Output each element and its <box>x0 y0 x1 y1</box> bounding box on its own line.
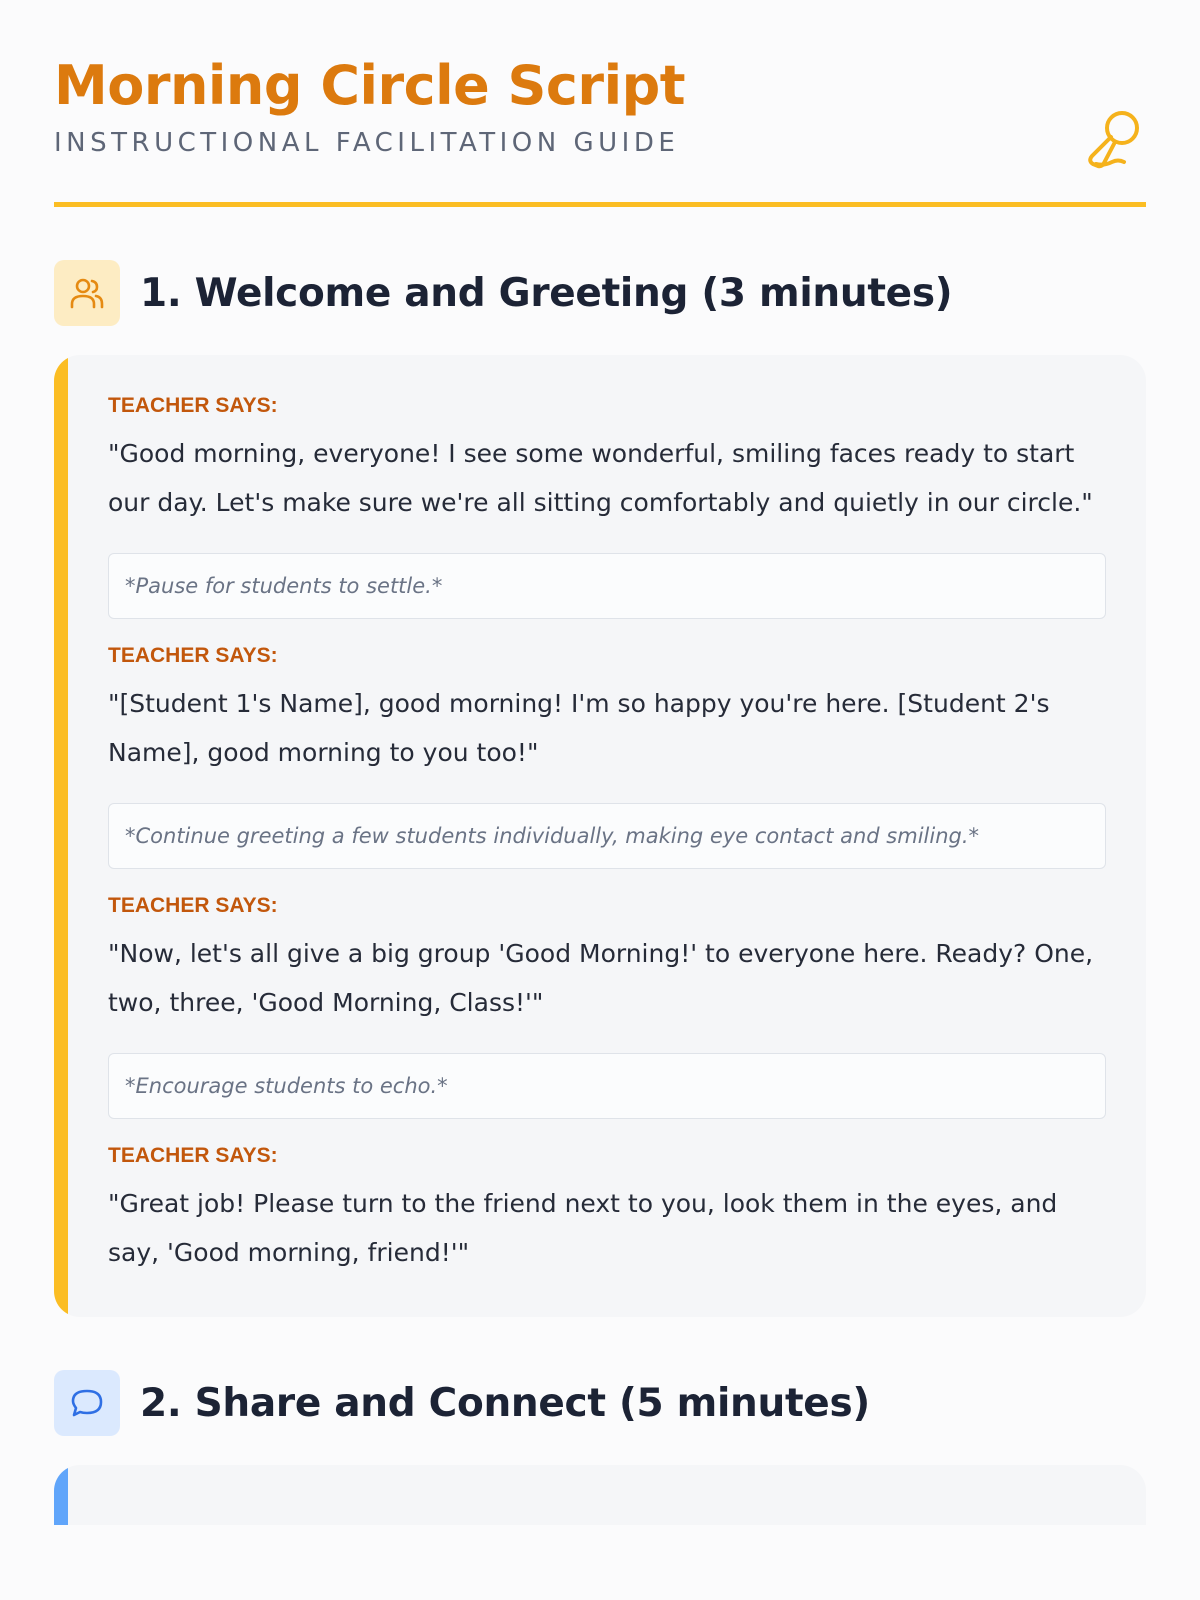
script-card-welcome <box>54 355 1146 1317</box>
section-title: 2. Share and Connect (5 minutes) <box>140 1380 870 1426</box>
section-heading-share <box>54 1369 1146 1437</box>
stage-direction-note: *Encourage students to echo.* <box>108 1053 1106 1119</box>
page-header <box>54 0 1146 207</box>
teacher-quote: "Great job! Please turn to the friend next to you, look them in the eyes, and say, 'Good morning, friend!'" <box>108 1189 1058 1267</box>
teacher-says-label: TEACHER SAYS: <box>108 894 278 917</box>
page-subtitle: INSTRUCTIONAL FACILITATION GUIDE <box>54 128 680 158</box>
teacher-quote: "[Student 1's Name], good morning! I'm so happy you're here. [Student 2's Name], good morning to you too!" <box>108 689 1050 767</box>
teacher-says-label: TEACHER SAYS: <box>108 394 278 417</box>
script-card-share <box>54 1465 1146 1525</box>
page-title: Morning Circle Script <box>54 54 686 117</box>
section-title: 1. Welcome and Greeting (3 minutes) <box>140 270 953 316</box>
section-heading-welcome <box>54 259 1146 327</box>
teacher-quote: "Now, let's all give a big group 'Good Morning!' to everyone here. Ready? One, two, three, 'Good Morning, Class!'" <box>108 939 1094 1017</box>
teacher-says-label: TEACHER SAYS: <box>108 1144 278 1167</box>
teacher-quote: "Good morning, everyone! I see some wonderful, smiling faces ready to start our day. Let's make sure we're all sitting comfortably and quietly in our circle." <box>108 439 1093 517</box>
stage-direction-note: *Pause for students to settle.* <box>108 553 1106 619</box>
stage-direction-note: *Continue greeting a few students individually, making eye contact and smiling.* <box>108 803 1106 869</box>
teacher-says-label: TEACHER SAYS: <box>108 644 278 667</box>
users-icon <box>54 260 120 326</box>
microphone-icon <box>1082 108 1142 170</box>
chat-bubble-icon <box>54 1370 120 1436</box>
